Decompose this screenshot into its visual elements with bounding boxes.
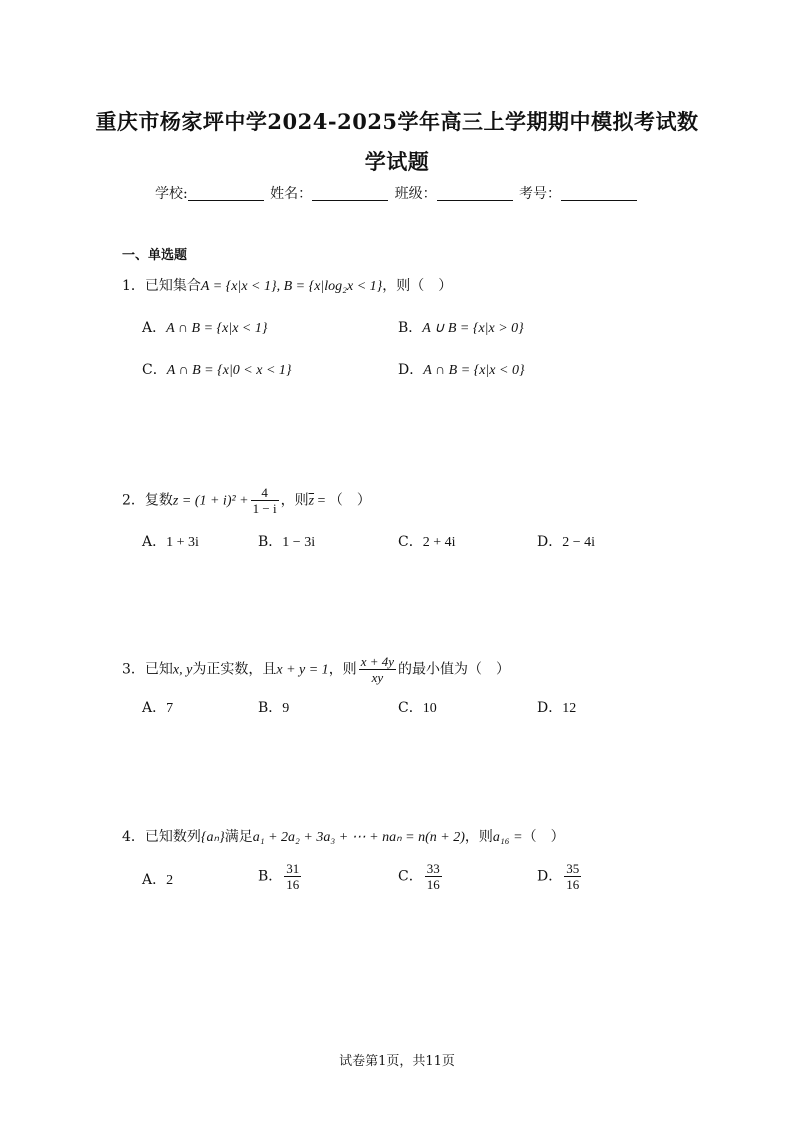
page-footer: 试卷第1页，共11页 — [339, 1054, 455, 1069]
option-a[interactable] — [142, 531, 199, 551]
fraction-denominator: 1 − i — [252, 501, 277, 516]
exam-title-line2: 学试题 — [364, 149, 430, 174]
option-label: B． — [258, 534, 283, 550]
option-c[interactable] — [142, 359, 292, 379]
question-text: 为正实数，且 — [192, 661, 277, 678]
student-info-row — [0, 183, 794, 203]
option-a[interactable] — [142, 697, 173, 717]
option-label: D． — [537, 868, 563, 885]
option-c[interactable] — [398, 697, 437, 717]
question-text: （ ） — [522, 829, 565, 845]
question-text: 复数 — [144, 492, 173, 509]
math-expression: x, y — [172, 662, 193, 678]
option-d[interactable] — [537, 697, 576, 717]
option-content: 1 − 3i — [282, 535, 316, 550]
fraction — [284, 861, 301, 892]
option-b[interactable] — [258, 531, 315, 551]
option-label: C． — [142, 362, 167, 378]
fraction-numerator: 35 — [566, 861, 580, 876]
option-label: B． — [258, 700, 283, 716]
option-content: A ∩ B = {x|x < 0} — [423, 363, 525, 378]
option-b[interactable] — [398, 317, 524, 337]
section-title: 一、单选题 — [122, 248, 188, 263]
option-label: B． — [258, 868, 283, 885]
option-label: C． — [398, 868, 423, 885]
fraction — [359, 654, 396, 685]
option-label: C． — [398, 534, 423, 550]
question-text: 已知集合 — [144, 278, 201, 294]
math-expression: , B = {x|log₂x < 1} — [276, 279, 383, 294]
question-4 — [122, 826, 565, 846]
option-d[interactable] — [398, 359, 525, 379]
option-label: B． — [398, 320, 423, 336]
fraction — [564, 861, 581, 892]
name-label: 姓名： — [270, 186, 313, 202]
option-content: 2 — [166, 873, 174, 888]
question-text: ，则（ ） — [382, 278, 453, 294]
fraction — [425, 861, 442, 892]
question-text: 的最小值为（ ） — [398, 661, 510, 678]
question-2 — [122, 485, 371, 516]
question-text: = （ ） — [314, 493, 371, 509]
option-label: A． — [142, 534, 167, 550]
fraction-denominator: 16 — [286, 877, 300, 892]
fraction-numerator: 33 — [426, 861, 440, 876]
question-text: ，则 — [280, 492, 309, 509]
question-number: 4． — [122, 829, 145, 845]
option-c[interactable] — [398, 861, 444, 892]
question-text: 已知 — [144, 661, 173, 678]
option-content: 12 — [562, 701, 577, 716]
option-d[interactable] — [537, 861, 583, 892]
option-content: 9 — [282, 701, 290, 716]
option-label: D． — [398, 362, 424, 378]
option-label: A． — [142, 872, 167, 888]
math-expression: x + y = 1 — [276, 662, 329, 678]
class-blank[interactable] — [437, 186, 513, 201]
fraction-numerator: 4 — [251, 485, 279, 501]
option-a[interactable] — [142, 317, 267, 337]
conjugate-z: $\overline{z}$ — [308, 493, 315, 509]
exam-no-blank[interactable] — [561, 186, 637, 201]
class-label: 班级： — [394, 186, 437, 202]
option-content: 2 + 4i — [422, 535, 456, 550]
question-text: 满足 — [224, 829, 253, 845]
option-content: 7 — [166, 701, 174, 716]
option-content: 10 — [422, 701, 437, 716]
math-expression: z = (1 + i)² + — [172, 493, 249, 509]
exam-title-line1: 重庆市杨家坪中学2024-2025学年高三上学期期中模拟考试数 — [95, 109, 699, 134]
question-number: 3． — [122, 661, 145, 678]
math-expression: a₁ + 2a₂ + 3a₃ + ⋯ + naₙ = n(n + 2) — [252, 830, 465, 845]
option-content: A ∩ B = {x|0 < x < 1} — [166, 363, 292, 378]
question-number: 1． — [122, 278, 145, 294]
option-label: C． — [398, 700, 423, 716]
school-label: 学校: — [154, 186, 188, 202]
option-label: D． — [537, 534, 563, 550]
option-content: 2 − 4i — [562, 535, 596, 550]
option-b[interactable] — [258, 697, 289, 717]
fraction-denominator: xy — [371, 670, 384, 685]
option-content: 1 + 3i — [166, 535, 199, 550]
question-3 — [122, 654, 510, 685]
math-expression: {aₙ} — [200, 830, 225, 845]
fraction-numerator: x + 4y — [360, 654, 394, 669]
question-1 — [122, 275, 452, 295]
fraction-denominator: 16 — [566, 877, 580, 892]
question-text: ，则 — [464, 829, 493, 845]
option-d[interactable] — [537, 531, 595, 551]
question-text: ，则 — [328, 661, 357, 678]
option-a[interactable] — [142, 869, 173, 889]
math-expression: A = {x|x < 1} — [200, 279, 277, 294]
fraction-numerator: 31 — [286, 861, 300, 876]
question-number: 2． — [122, 492, 145, 509]
school-blank[interactable] — [188, 186, 264, 201]
option-label: A． — [142, 700, 167, 716]
math-expression: a₁₆ = — [492, 830, 523, 845]
option-content: A ∪ B = {x|x > 0} — [422, 321, 524, 336]
option-c[interactable] — [398, 531, 456, 551]
fraction-denominator: 16 — [426, 877, 440, 892]
exam-no-label: 考号： — [519, 186, 562, 202]
name-blank[interactable] — [312, 186, 388, 201]
fraction — [251, 485, 279, 516]
option-label: A． — [142, 320, 167, 336]
option-label: D． — [537, 700, 563, 716]
question-text: 已知数列 — [144, 829, 201, 845]
option-content: A ∩ B = {x|x < 1} — [166, 321, 268, 336]
option-b[interactable] — [258, 861, 303, 892]
